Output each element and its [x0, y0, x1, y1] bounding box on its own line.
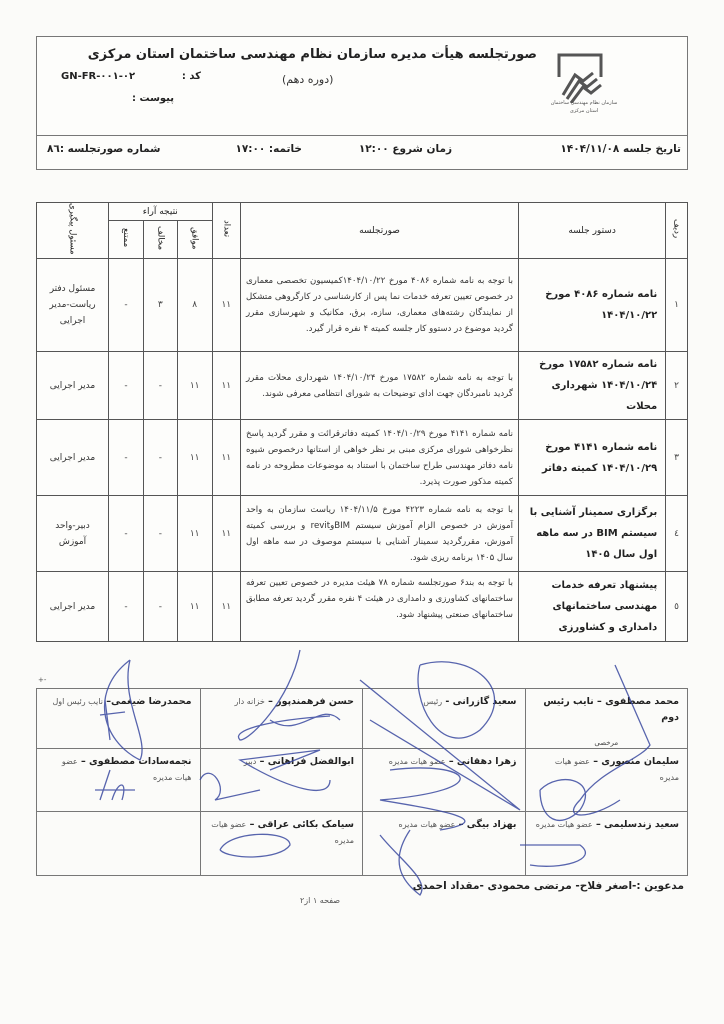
minutes-table: [36, 202, 688, 642]
row-responsible: مدیر اجرایی: [37, 420, 109, 496]
row-number: ۲: [666, 352, 688, 420]
attachment-label: پیوست :: [132, 93, 175, 104]
document-subtitle: (دوره دهم): [282, 73, 334, 86]
row-agree: ۸: [177, 259, 212, 352]
form-code-value: GN-FR-۰۰۱-۰۲: [61, 71, 136, 82]
row-number: ٥: [666, 572, 688, 642]
row-oppose: -: [143, 496, 177, 572]
signature-cell: نجمه‌سادات مصطفوی – عضو هیات مدیره: [37, 749, 200, 812]
margin-mark: +-: [38, 676, 47, 684]
row-oppose: -: [143, 572, 177, 642]
invitees: مدعوین :-اصغر فلاح- مرتضی محمودی -مقداد احمدی: [412, 880, 684, 892]
end-time: خاتمه: ۱۷:۰۰: [235, 143, 302, 155]
signature-cell: [37, 812, 200, 875]
form-code-label: کد :: [181, 71, 201, 82]
row-number: ۱: [666, 259, 688, 352]
row-oppose: ۳: [143, 259, 177, 352]
row-agenda: نامه شماره ۴۱۴۱ مورخ ۱۴۰۴/۱۰/۲۹ کمیته دفاتر: [519, 420, 666, 496]
row-oppose: -: [143, 420, 177, 496]
row-abstain: -: [109, 496, 144, 572]
signature-cell: زهرا دهقانی – عضو هیات مدیره: [362, 749, 525, 812]
row-agree: ۱۱: [177, 352, 212, 420]
row-abstain: -: [109, 259, 144, 352]
start-time: زمان شروع ۱۲:۰۰: [358, 143, 452, 155]
row-minutes: با توجه به نامه شماره ۱۷۵۸۲ مورخ ۱۴۰۴/۱۰/۲۴ شهرداری محلات مقرر گردید نامبردگان جهت ادای توضیحات به شورای انتظامی معرفی شوند.: [240, 352, 518, 420]
header-abstain: ممتنع: [109, 221, 144, 259]
logo-caption: سازمان نظام مهندسی ساختمان استان مرکزی: [550, 100, 618, 114]
row-agenda: نامه شماره ۴۰۸۶ مورخ ۱۴۰۴/۱۰/۲۲: [519, 259, 666, 352]
table-row: [37, 259, 688, 352]
table-row: [37, 352, 688, 420]
row-responsible: دبیر-واحد آموزش: [37, 496, 109, 572]
signature-cell: محمد مصطفوی – نایب رئیس دوم: [525, 689, 688, 749]
header-minutes: صورتجلسه: [240, 203, 518, 259]
signature-grid: [36, 688, 688, 876]
header-row-number: ردیف: [666, 203, 688, 259]
row-count: ۱۱: [212, 572, 240, 642]
signature-cell: حسن فرهمندپور – خزانه دار: [200, 689, 363, 749]
header-agree: موافق: [177, 221, 212, 259]
header-agenda: دستور جلسه: [519, 203, 666, 259]
row-minutes: با توجه به نامه شماره ۴۰۸۶ مورخ ۱۴۰۴/۱۰/۲۲کمیسیون تخصصی معماری در خصوص تعیین تعرفه خدمات نما پس از کارشناسی در کارگروهی متشکل از نمایندگان رشته‌های معماری، سازه، برق، مکانیک و شهرسازی مقرر گردید موضوع در دستوو کار جلسه کمیته ۴ نفره قرار گیرد.: [240, 259, 518, 352]
table-row: [37, 420, 688, 496]
signature-cell: محمدرضا ضیغمی– نایب رئیس اول: [37, 689, 200, 749]
signature-cell: ابوالفضل فراهانی – دبیر: [200, 749, 363, 812]
row-responsible: مدیر اجرایی: [37, 572, 109, 642]
signature-cell: سعید زندسلیمی – عضو هیات مدیره: [525, 812, 688, 875]
row-agree: ۱۱: [177, 420, 212, 496]
row-responsible: مسئول دفتر ریاست-مدیر اجرایی: [37, 259, 109, 352]
row-agenda: برگزاری سمینار آشنایی با سیستم BIM در سه ماهه اول سال ۱۴۰۵: [519, 496, 666, 572]
row-responsible: مدیر اجرایی: [37, 352, 109, 420]
row-number: ٤: [666, 496, 688, 572]
page-number: صفحه ۱ از۲: [300, 896, 341, 905]
document-header: [36, 36, 688, 170]
table-row: [37, 572, 688, 642]
row-oppose: -: [143, 352, 177, 420]
row-agree: ۱۱: [177, 496, 212, 572]
minutes-number: شماره صورتجلسه :۸٦: [47, 143, 161, 155]
row-minutes: با توجه به نامه شماره ۴۲۲۳ مورخ ۱۴۰۴/۱۱/۵ ریاست سازمان به واحد آموزش در خصوص الزام آموزش سیستم BIMوrevit و بررسی کمیته آموزش، مقررگردید سمینار آشنایی با سیستم موصوف در سه ماهه اول سال ۱۴۰۵ برنامه ریزی شود.: [240, 496, 518, 572]
row-agenda: پیشنهاد تعرفه خدمات مهندسی ساختمانهای دامداری و کشاورزی: [519, 572, 666, 642]
row-abstain: -: [109, 352, 144, 420]
row-agenda: نامه شماره ۱۷۵۸۲ مورخ ۱۴۰۴/۱۰/۲۴ شهرداری محلات: [519, 352, 666, 420]
row-count: ۱۱: [212, 352, 240, 420]
signature-cell: سیامک بکائی عراقی – عضو هیات مدیره: [200, 812, 363, 875]
row-minutes: نامه شماره ۴۱۴۱ مورخ ۱۴۰۴/۱۰/۲۹ کمیته دفاترقرائت و مقرر گردید پاسخ نظرخواهی شورای مرکزی مبنی بر نظر خواهی از استانها درخصوص شیوه نامه دفاتر مهندسی طراح ساختمان با استناد به موضوعات مطروحه در نامه کمیته مذکور صورت پذیرد.: [240, 420, 518, 496]
signature-cell: سعید گازرانی - رئیس: [362, 689, 525, 749]
row-count: ۱۱: [212, 259, 240, 352]
organization-logo-icon: [553, 51, 607, 103]
header-count: تعداد: [212, 203, 240, 259]
meeting-date: تاریخ جلسه ۱۴۰۴/۱۱/۰۸: [560, 143, 681, 155]
signature-cell: بهزاد بیگی – عضو هیات مدیره: [362, 812, 525, 875]
table-row: [37, 496, 688, 572]
row-number: ۳: [666, 420, 688, 496]
row-count: ۱۱: [212, 420, 240, 496]
row-count: ۱۱: [212, 496, 240, 572]
row-abstain: -: [109, 572, 144, 642]
document-title: صورتجلسه هیأت مدیره سازمان نظام مهندسی ساختمان استان مرکزی: [87, 47, 537, 62]
header-oppose: مخالف: [143, 221, 177, 259]
row-minutes: با توجه به بند۶ صورتجلسه شماره ۷۸ هیئت مدیره در خصوص تعیین تعرفه ساختمانهای کشاورزی و دامداری در هیئت ۴ نفره مقرر گردید تعرفه مطابق ساختمانهای صنعتی پیشنهاد شود.: [240, 572, 518, 642]
leave-note: مرخصی: [594, 739, 619, 747]
header-responsible: مسئول پیگیری: [37, 203, 109, 259]
row-agree: ۱۱: [177, 572, 212, 642]
row-abstain: -: [109, 420, 144, 496]
signature-cell: مرخصی سلیمان منصوری – عضو هیات مدیره: [525, 749, 688, 812]
header-votes-result: نتیجه آراء: [109, 203, 213, 221]
header-divider: [37, 135, 687, 136]
